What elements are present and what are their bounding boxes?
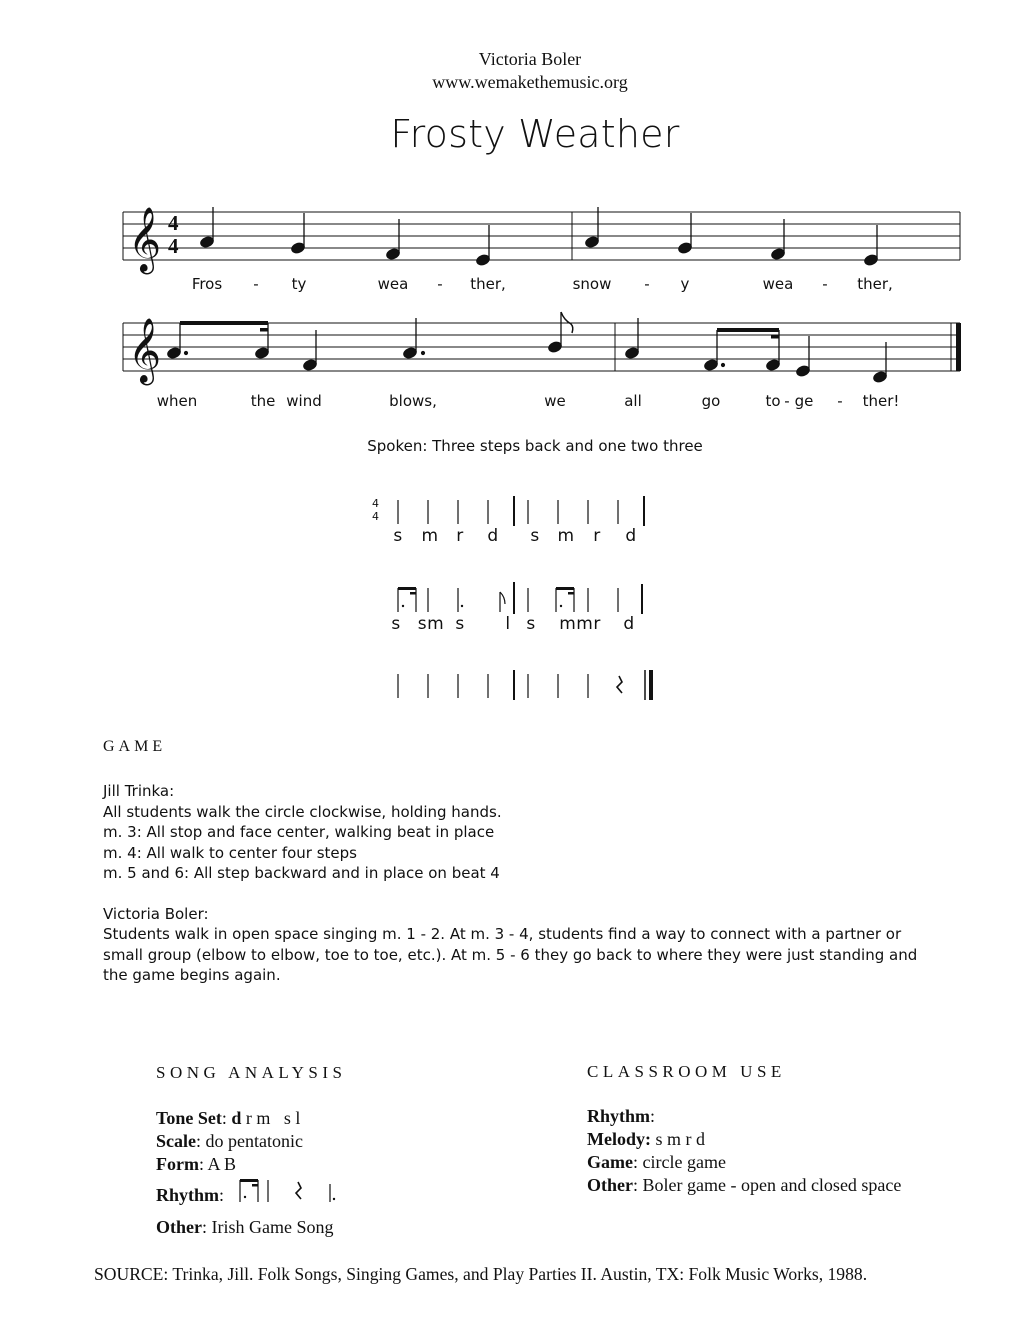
final-barline	[956, 323, 961, 371]
spoken-text: Spoken: Three steps back and one two three	[367, 437, 703, 455]
song-title: Frosty Weather	[390, 112, 680, 156]
lyric-hyphen: -	[437, 275, 443, 293]
staff-1	[123, 212, 960, 260]
solfege-syllable: d	[623, 614, 635, 634]
solfege-syllable: s	[455, 614, 465, 634]
cu-game-row: Game: circle game	[587, 1152, 726, 1172]
svg-text:4: 4	[168, 234, 179, 258]
lyric-hyphen: -	[837, 392, 843, 410]
rhythm-row-3	[398, 670, 653, 700]
lyric-hyphen: -	[253, 275, 259, 293]
lyric-syllable: ty	[291, 275, 307, 293]
lyric-syllable: blows,	[389, 392, 437, 410]
lyric-syllable: all	[624, 392, 642, 410]
lyric-hyphen: -	[784, 392, 790, 410]
solfege-syllable: l	[505, 614, 511, 634]
lyric-syllable: the	[250, 392, 276, 410]
lyric-syllable: to	[765, 392, 781, 410]
scale-row: Scale: do pentatonic	[156, 1131, 303, 1151]
solfege-syllable: s	[526, 614, 536, 634]
rhythm-symbols-icon	[236, 1176, 356, 1206]
trinka-line: m. 5 and 6: All step backward and in place on beat 4	[103, 864, 500, 882]
classroom-use-heading: CLASSROOM USE	[587, 1062, 786, 1081]
lyric-syllable: ther,	[470, 275, 506, 293]
cu-melody-row: Melody: s m r d	[587, 1129, 705, 1149]
treble-clef-icon: 𝄞	[128, 207, 162, 272]
staff-2	[123, 323, 960, 371]
time-signature	[168, 211, 179, 258]
lyric-syllable: ther!	[862, 392, 900, 410]
trinka-line: m. 3: All stop and face center, walking beat in place	[103, 823, 495, 841]
trinka-line: All students walk the circle clockwise, holding hands.	[103, 802, 502, 821]
solfege-syllable: m	[421, 526, 439, 546]
lyric-syllable: wea	[377, 275, 409, 293]
source-citation: SOURCE: Trinka, Jill. Folk Songs, Singing Games, and Play Parties II. Austin, TX: Folk Music Works, 1988.	[94, 1264, 868, 1284]
cu-other-row: Other: Boler game - open and closed space	[587, 1175, 902, 1195]
lyric-hyphen: -	[822, 275, 828, 293]
solfege-syllable: s	[393, 526, 403, 546]
lyric-syllable: snow	[572, 275, 612, 293]
solfege-syllable: s	[530, 526, 540, 546]
svg-text:4: 4	[372, 510, 379, 523]
svg-text:4: 4	[372, 497, 379, 510]
solfege-syllable: r	[593, 526, 601, 546]
trinka-title: Jill Trinka:	[103, 782, 175, 800]
svg-text:4: 4	[168, 211, 179, 235]
other-row: Other: Irish Game Song	[156, 1217, 334, 1237]
trinka-line: m. 4: All walk to center four steps	[103, 843, 357, 862]
solfege-syllable: d	[625, 526, 637, 546]
song-analysis-heading: SONG ANALYSIS	[156, 1063, 347, 1082]
rhythm-row-2	[398, 582, 642, 614]
lyric-syllable: wea	[762, 275, 794, 293]
boler-title: Victoria Boler:	[103, 904, 209, 923]
author-name: Victoria Boler	[478, 49, 582, 69]
tone-set-row: Tone Set: d r m s l	[156, 1108, 301, 1128]
author-website: www.wemakethemusic.org	[432, 72, 628, 92]
line1-notes	[199, 207, 878, 267]
lyric-syllable: go	[701, 392, 721, 410]
lyric-syllable: y	[680, 275, 690, 293]
solfege-syllable: r	[456, 526, 464, 546]
lyric-syllable: Fros	[191, 275, 223, 293]
game-heading: GAME	[103, 738, 167, 755]
lyric-syllable: wind	[286, 392, 322, 410]
solfege-syllable: mmr	[559, 614, 601, 634]
rhythm-row-1	[398, 496, 644, 526]
solfege-syllable: d	[487, 526, 499, 546]
solfege-syllable: m	[557, 526, 575, 546]
solfege-syllable: s	[391, 614, 401, 634]
solfege-syllable: sm	[417, 614, 445, 634]
lyric-syllable: ge	[794, 392, 814, 410]
lyric-syllable: when	[156, 392, 198, 410]
lyric-hyphen: -	[644, 275, 650, 293]
rhythm-time-signature	[372, 497, 379, 523]
classroom-use	[587, 1105, 1007, 1197]
game-description	[103, 781, 943, 986]
cu-rhythm-row: Rhythm:	[587, 1106, 656, 1126]
lyric-syllable: ther,	[857, 275, 893, 293]
lyric-syllable: we	[544, 392, 566, 410]
song-analysis	[156, 1107, 536, 1239]
boler-text: Students walk in open space singing m. 1 - 2. At m. 3 - 4, students find a way to connect with a partner or small group (elbow to elbow, toe to toe, etc.). At m. 5 - 6 they go back to where they were just standing and the game begins again.	[103, 925, 918, 984]
rhythm-row: Rhythm:	[156, 1184, 536, 1212]
form-row: Form: A B	[156, 1154, 237, 1174]
treble-clef-icon-2: 𝄞	[128, 318, 162, 383]
